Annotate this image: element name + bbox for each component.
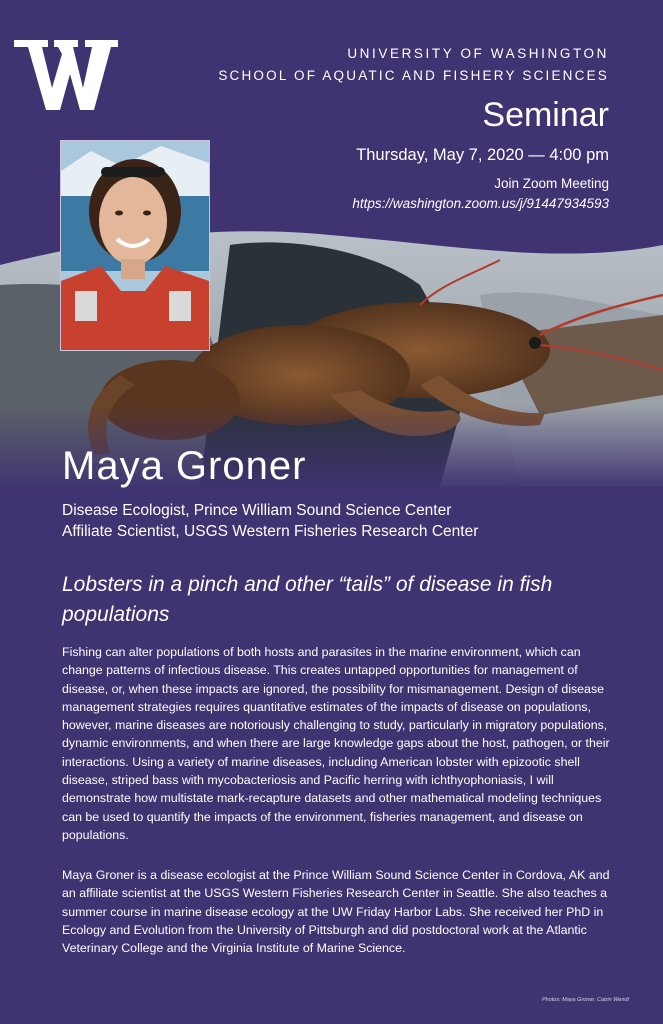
photo-credit: Photos: Maya Groner, Catrin Wendt bbox=[541, 997, 629, 1003]
speaker-affiliation-primary: Disease Ecologist, Prince William Sound Science Center bbox=[62, 502, 452, 519]
zoom-meeting-link[interactable]: https://washington.zoom.us/j/91447934593 bbox=[352, 196, 609, 211]
school-name: SCHOOL OF AQUATIC AND FISHERY SCIENCES bbox=[218, 68, 609, 83]
event-type-heading: Seminar bbox=[482, 96, 609, 134]
university-name: UNIVERSITY OF WASHINGTON bbox=[347, 46, 609, 61]
speaker-photo-illustration bbox=[61, 141, 209, 350]
uw-w-logo-icon bbox=[14, 40, 118, 110]
talk-abstract: Fishing can alter populations of both hosts and parasites in the marine environment, which can change patterns of infectious disease. This creates untapped opportunities for management of disease, or, when these impacts are ignored, the possibility for mismanagement. Design of disease management strategies requires quantitative estimates of the impacts of disease on populations, however, marine diseases are notoriously challenging to study, particularly in migratory populations, dynamic environments, and when there are large knowledge gaps about the host, pathogen, or their interactions. Using a variety of marine diseases, including American lobster with epizootic shell disease, striped bass with mycobacteriosis and Pacific herring with ichthyophoniasis, I will demonstrate how multistate mark-recapture datasets and other mathematical modeling techniques can be used to quantify the impacts of the environment, fisheries management, and disease on populations. bbox=[62, 645, 610, 842]
uw-logo bbox=[14, 40, 118, 110]
event-date-time: Thursday, May 7, 2020 — 4:00 pm bbox=[356, 146, 609, 164]
speaker-affiliation-secondary: Affiliate Scientist, USGS Western Fisheries Research Center bbox=[62, 523, 479, 540]
speaker-name: Maya Groner bbox=[62, 444, 307, 488]
join-zoom-label: Join Zoom Meeting bbox=[494, 176, 609, 191]
talk-title: Lobsters in a pinch and other “tails” of disease in fish populations bbox=[62, 573, 553, 626]
speaker-portrait bbox=[60, 140, 210, 351]
speaker-bio: Maya Groner is a disease ecologist at the Prince William Sound Science Center in Cordova, AK and an affiliate scientist at the USGS Western Fisheries Research Center in Seattle. She also teaches a summer course in marine disease ecology at the UW Friday Harbor Labs. She received her PhD in Ecology and Evolution from the University of Pittsburgh and did postdoctoral work at the Atlantic Veterinary College and the Virginia Institute of Marine Science. bbox=[62, 868, 610, 956]
